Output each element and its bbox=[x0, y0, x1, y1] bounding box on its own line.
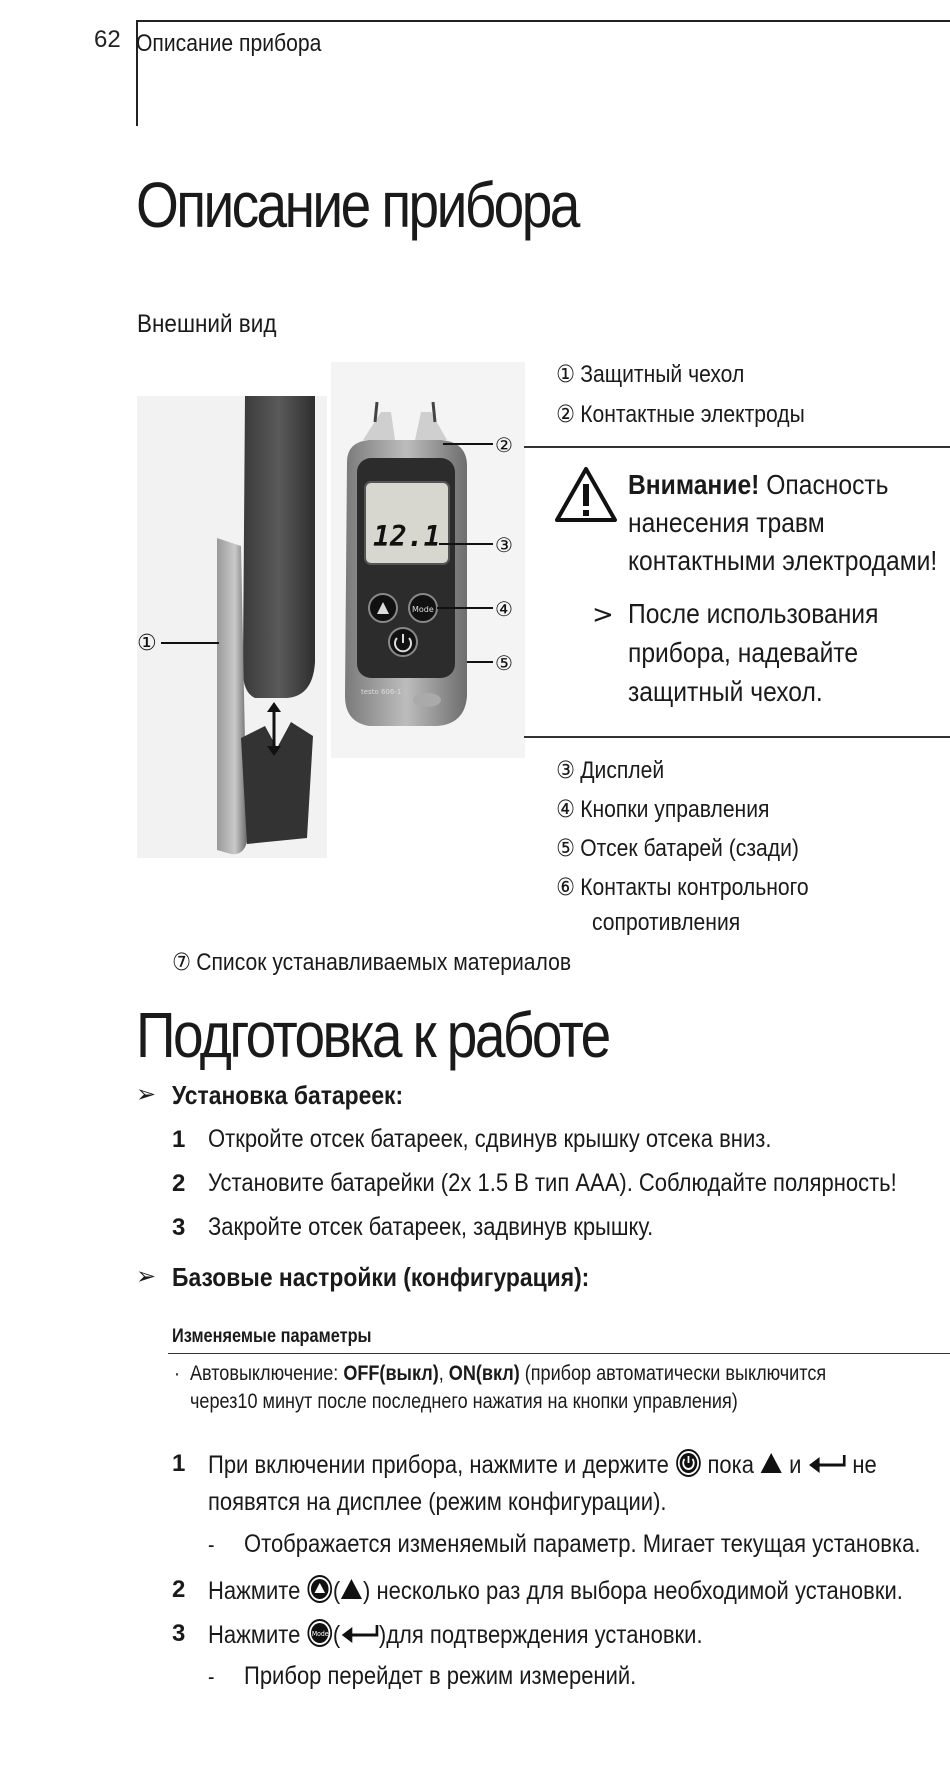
part-label: Контактные электроды bbox=[580, 401, 805, 428]
part-number: ⑦ bbox=[172, 948, 191, 976]
warning-action-line3: защитный чехол. bbox=[628, 676, 823, 707]
part-label: Список устанавливаемых материалов bbox=[196, 949, 572, 976]
step-text: Закройте отсек батареек, задвинув крышку. bbox=[208, 1213, 654, 1241]
part-item-4 bbox=[556, 795, 769, 824]
page-number: 62 bbox=[94, 26, 121, 53]
step-text: Откройте отсек батареек, сдвинув крышку отсека вниз. bbox=[208, 1125, 772, 1153]
config-step-1-sub: Отображается изменяемый параметр. Мигает текущая установка. bbox=[244, 1530, 921, 1558]
step-text: пока bbox=[707, 1451, 754, 1480]
step-number: 3 bbox=[172, 1214, 186, 1241]
part-label: Контакты контрольного bbox=[580, 874, 809, 901]
svg-text:testo 606-1: testo 606-1 bbox=[361, 688, 402, 696]
config-step-3 bbox=[208, 1618, 703, 1655]
device-figure bbox=[137, 362, 525, 858]
up-triangle-icon bbox=[340, 1577, 363, 1608]
warning-action-line2: прибора, надевайте bbox=[628, 637, 859, 668]
section-title-preparation: Подготовка к работе bbox=[136, 999, 609, 1071]
callout-2-label: ② bbox=[495, 433, 513, 457]
param-comma: , bbox=[438, 1362, 449, 1385]
subsection-title-appearance: Внешний вид bbox=[137, 310, 277, 338]
dash-marker: - bbox=[208, 1532, 215, 1557]
step-text: Установите батарейки (2x 1.5 В тип AAA). Соблюдайте полярность! bbox=[208, 1169, 897, 1197]
config-step-1-line2: появятся на дисплее (режим конфигурации). bbox=[208, 1488, 667, 1516]
warning-line2: нанесения травм bbox=[628, 507, 825, 538]
step-text: и bbox=[789, 1451, 802, 1480]
step-number: 2 bbox=[172, 1576, 186, 1603]
param-off: OFF(выкл) bbox=[343, 1362, 439, 1385]
part-item-7 bbox=[172, 948, 571, 977]
callout-5-label: ⑤ bbox=[495, 651, 513, 675]
part-label: Дисплей bbox=[580, 757, 665, 784]
bullet-arrow-icon: ➢ bbox=[136, 1080, 157, 1108]
svg-text:Mode: Mode bbox=[412, 605, 434, 614]
step-number: 1 bbox=[172, 1450, 186, 1477]
part-label: Защитный чехол bbox=[580, 361, 745, 388]
part-item-2 bbox=[556, 400, 805, 429]
step-text: ( bbox=[332, 1577, 341, 1606]
part-number: ③ bbox=[556, 756, 575, 784]
part-item-1 bbox=[556, 360, 744, 389]
part-number: ⑥ bbox=[556, 873, 575, 901]
part-number: ⑤ bbox=[556, 834, 575, 862]
enter-arrow-icon bbox=[340, 1622, 379, 1651]
warning-label: Внимание! bbox=[628, 469, 760, 500]
step-number: 3 bbox=[172, 1620, 186, 1647]
part-item-6-continuation: сопротивления bbox=[592, 909, 741, 936]
callout-1-label: ① bbox=[137, 631, 157, 656]
step-number: 1 bbox=[172, 1126, 186, 1153]
part-number: ④ bbox=[556, 795, 575, 823]
param-prefix: Автовыключение: bbox=[190, 1362, 344, 1385]
step-text: ) несколько раз для выбора необходимой установки. bbox=[363, 1577, 903, 1606]
header-rule bbox=[136, 20, 950, 22]
config-heading bbox=[136, 1262, 156, 1290]
step-text: ( bbox=[332, 1621, 341, 1650]
callout-4-label: ④ bbox=[495, 597, 513, 621]
bullet-arrow-icon: ➢ bbox=[136, 1262, 157, 1290]
part-number: ① bbox=[556, 360, 575, 388]
param-on: ON(вкл) bbox=[448, 1362, 520, 1385]
step-text: Нажмите bbox=[208, 1621, 301, 1650]
part-item-3 bbox=[556, 756, 664, 785]
part-item-5 bbox=[556, 834, 799, 863]
section-title-description: Описание прибора bbox=[136, 169, 578, 241]
up-button-icon bbox=[306, 1574, 332, 1611]
step-text: При включении прибора, нажмите и держите bbox=[208, 1451, 669, 1480]
dash-marker: - bbox=[208, 1664, 215, 1689]
part-label: Кнопки управления bbox=[580, 796, 770, 823]
params-label: Изменяемые параметры bbox=[172, 1326, 372, 1347]
warning-text bbox=[628, 466, 937, 580]
mode-button-icon bbox=[306, 1618, 332, 1655]
power-button-icon bbox=[675, 1448, 701, 1485]
running-title: Описание прибора bbox=[136, 30, 322, 57]
callout-3-label: ③ bbox=[495, 533, 513, 557]
param-bullet: · bbox=[174, 1362, 181, 1385]
config-step-1 bbox=[208, 1448, 877, 1485]
svg-text:12.1: 12.1 bbox=[373, 520, 441, 553]
up-triangle-icon bbox=[760, 1451, 783, 1482]
step-text: Нажмите bbox=[208, 1577, 301, 1606]
warning-line1: Опасность bbox=[759, 469, 889, 500]
warning-bottom-rule bbox=[524, 736, 950, 738]
step-text: )для подтверждения установки. bbox=[378, 1621, 703, 1650]
step-number: 2 bbox=[172, 1170, 186, 1197]
part-label: Отсек батарей (сзади) bbox=[580, 835, 799, 862]
warning-top-rule bbox=[524, 446, 950, 448]
config-step-3-sub: Прибор перейдет в режим измерений. bbox=[244, 1662, 637, 1690]
part-item-6 bbox=[556, 873, 809, 902]
warning-action bbox=[628, 594, 878, 711]
warning-action-line1: После использования bbox=[628, 598, 879, 629]
action-marker: > bbox=[592, 600, 614, 630]
warning-triangle-icon bbox=[554, 466, 618, 529]
battery-title: Установка батареек: bbox=[172, 1080, 404, 1110]
part-number: ② bbox=[556, 400, 575, 428]
param-line2: через10 минут после последнего нажатия на кнопки управления) bbox=[190, 1390, 738, 1413]
warning-line3: контактными электродами! bbox=[628, 545, 938, 576]
param-line1 bbox=[190, 1362, 826, 1386]
enter-arrow-icon bbox=[808, 1452, 847, 1481]
params-rule bbox=[168, 1353, 950, 1354]
config-step-2 bbox=[208, 1574, 903, 1611]
config-title: Базовые настройки (конфигурация): bbox=[172, 1262, 590, 1292]
mode-icon-text: Mode bbox=[311, 1629, 329, 1639]
step-text: не bbox=[852, 1451, 877, 1480]
battery-heading bbox=[136, 1080, 156, 1108]
param-rest: (прибор автоматически выключится bbox=[519, 1362, 827, 1385]
